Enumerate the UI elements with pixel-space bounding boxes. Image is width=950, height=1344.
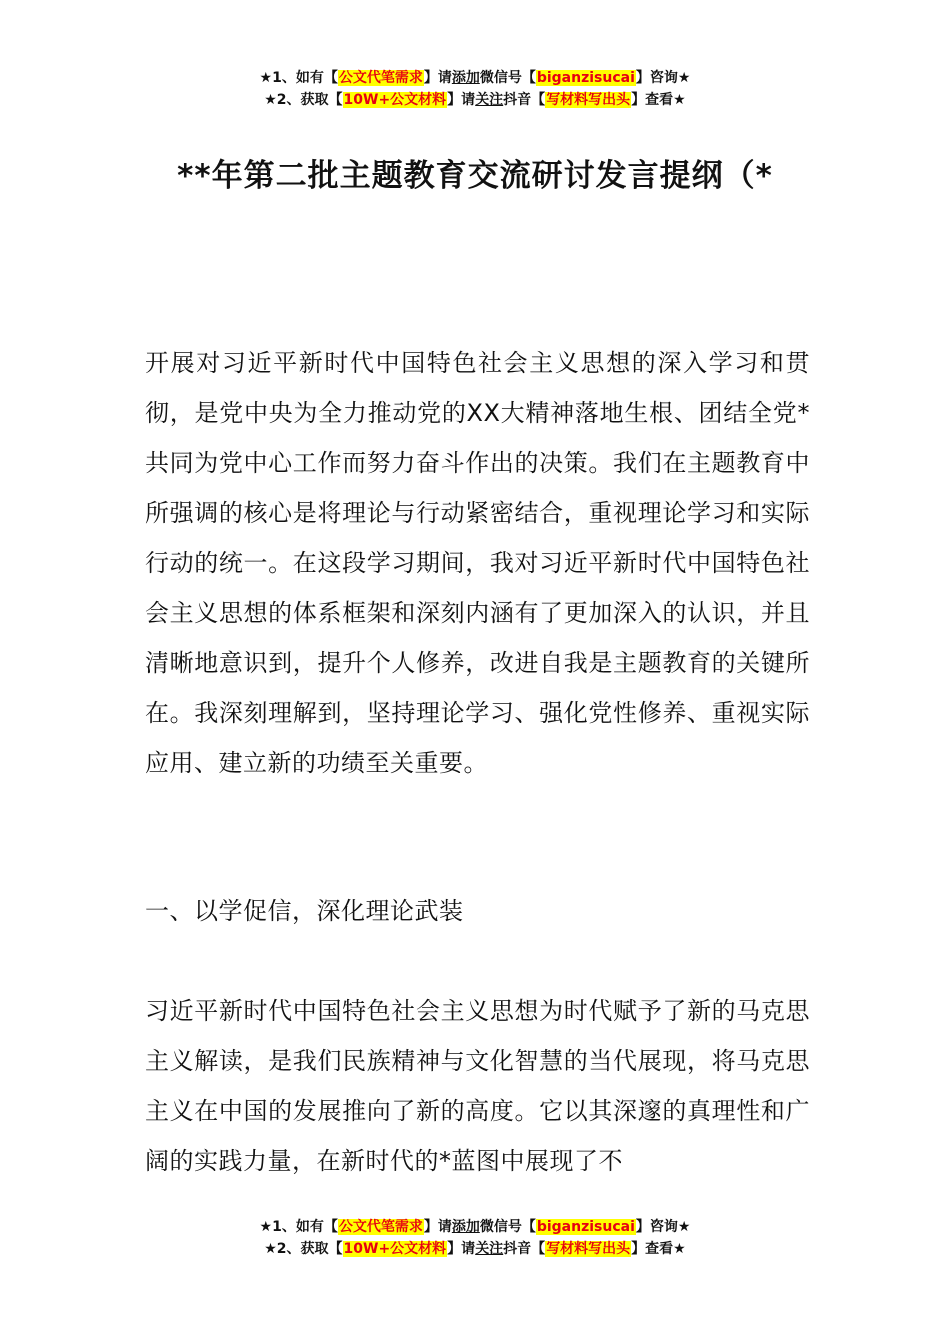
body-paragraph-2: 习近平新时代中国特色社会主义思想为时代赋予了新的马克思主义解读，是我们民族精神与文化智慧的当代展现，将马克思主义在中国的发展推向了新的高度。它以其深邃的真理性和广阔的实践力量，在新时代的*蓝图中展现了不: [145, 997, 810, 1175]
header-banner: [0, 67, 950, 111]
banner-line-1: ★1、如有【公文代笔需求】请添加微信号【biganzisucai】咨询★: [259, 70, 691, 86]
highlight-materials: 10W+公文材料: [343, 1241, 447, 1257]
footer-line-2: ★2、获取【10W+公文材料】请关注抖音【写材料写出头】查看★: [264, 1241, 686, 1257]
footer-banner: [0, 1216, 950, 1260]
highlight-service: 公文代笔需求: [338, 1219, 423, 1235]
highlight-service: 公文代笔需求: [338, 70, 423, 86]
highlight-wechat-id: biganzisucai: [536, 70, 635, 86]
highlight-douyin: 写材料写出头: [546, 92, 631, 108]
highlight-douyin: 写材料写出头: [546, 1241, 631, 1257]
highlight-materials: 10W+公文材料: [343, 92, 447, 108]
highlight-wechat-id: biganzisucai: [536, 1219, 635, 1235]
document-title: **年第二批主题教育交流研讨发言提纲（*: [177, 158, 773, 194]
body-paragraph-1: 开展对习近平新时代中国特色社会主义思想的深入学习和贯彻，是党中央为全力推动党的XX大精神落地生根、团结全党*共同为党中心工作而努力奋斗作出的决策。我们在主题教育中所强调的核心是将理论与行动紧密结合，重视理论学习和实际行动的统一。在这段学习期间，我对习近平新时代中国特色社会主义思想的体系框架和深刻内涵有了更加深入的认识，并且清晰地意识到，提升个人修养，改进自我是主题教育的关键所在。我深刻理解到，坚持理论学习、强化党性修养、重视实际应用、建立新的功绩至关重要。: [145, 349, 810, 777]
footer-line-1: ★1、如有【公文代笔需求】请添加微信号【biganzisucai】咨询★: [259, 1219, 691, 1235]
section-heading-1: 一、以学促信，深化理论武装: [145, 897, 464, 925]
banner-line-2: ★2、获取【10W+公文材料】请关注抖音【写材料写出头】查看★: [264, 92, 686, 108]
